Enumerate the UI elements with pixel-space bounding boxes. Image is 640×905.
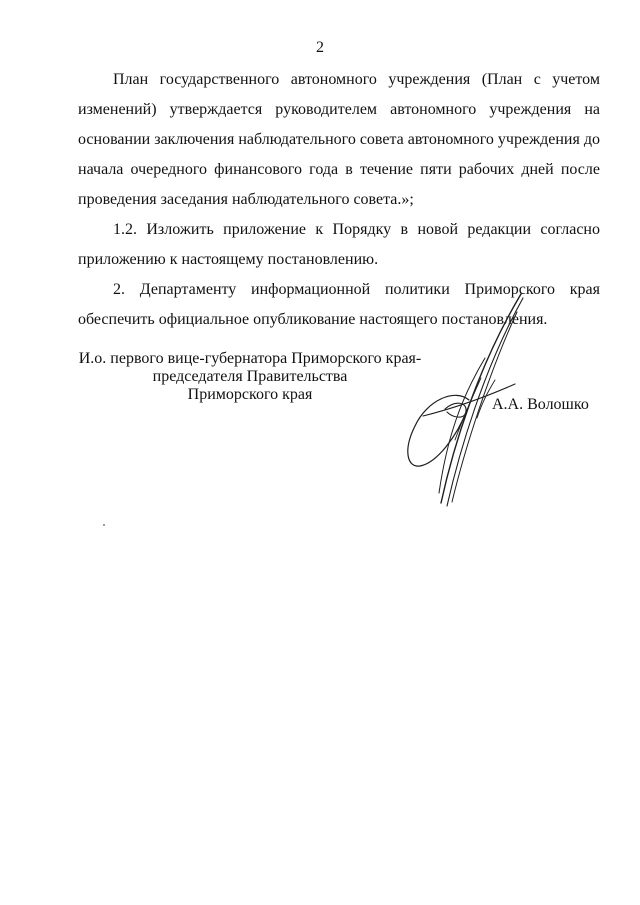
signatory-title-line: председателя Правительства (152, 368, 348, 385)
signatory-title (70, 350, 430, 404)
paragraph-plan-approval: План государственного автономного учреждения (План с учетом изменений) утверждается руководителем автономного учреждения на основании заключения наблюдательного совета автономного учреждения до начала очередного финансового года в течение пяти рабочих дней после проведения заседания наблюдательного совета.»; (78, 71, 600, 208)
paragraph-appendix: 1.2. Изложить приложение к Порядку в новой редакции согласно приложению к настоящему постановлению. (78, 221, 600, 268)
signatory-title-line: И.о. первого вице-губернатора Приморского края- (78, 350, 422, 367)
signatory-name: А.А. Волошко (492, 396, 589, 413)
page-number: 2 (316, 39, 324, 56)
scan-speck (103, 524, 105, 526)
paragraph-publication: 2. Департаменту информационной политики Приморского края обеспечить официальное опубликование настоящего постановления. (78, 281, 600, 328)
signatory-title-line: Приморского края (187, 386, 313, 403)
